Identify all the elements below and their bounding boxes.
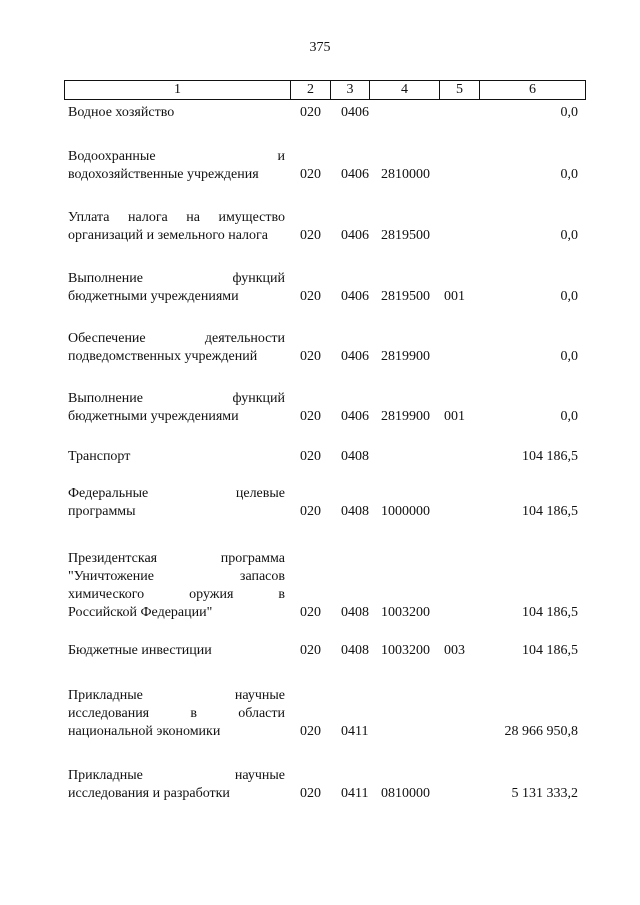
row-name-line: Уплата налога на имущество [68, 210, 285, 225]
row-c2: 020 [300, 724, 321, 739]
row-name-line: Выполнение функций [68, 391, 285, 406]
row-name [68, 687, 285, 741]
row-name-line: Бюджетные инвестиции [68, 643, 212, 658]
row-c6: 0,0 [560, 349, 578, 364]
row-c5: 003 [444, 643, 465, 658]
row-name [68, 485, 285, 521]
row-name-line: бюджетными учреждениями [68, 409, 239, 424]
row-c2: 020 [300, 289, 321, 304]
row-c3: 0408 [341, 605, 369, 620]
row-c6: 104 186,5 [522, 504, 578, 519]
row-c6: 0,0 [560, 289, 578, 304]
row-name-line: Федеральные целевые [68, 486, 285, 501]
row-c3: 0406 [341, 228, 369, 243]
row-c5: 001 [444, 409, 465, 424]
row-c5: 001 [444, 289, 465, 304]
row-c6: 104 186,5 [522, 449, 578, 464]
row-name-line: подведомственных учреждений [68, 349, 258, 364]
row-name-line: водохозяйственные учреждения [68, 167, 259, 182]
row-name-line: Прикладные научные [68, 768, 285, 783]
row-c4: 2819500 [381, 289, 430, 304]
row-c2: 020 [300, 167, 321, 182]
row-name [68, 270, 285, 306]
table-header [64, 80, 586, 100]
row-c2: 020 [300, 105, 321, 120]
row-c3: 0411 [341, 724, 369, 739]
row-c6: 0,0 [560, 167, 578, 182]
row-c4: 2819900 [381, 349, 430, 364]
row-c6: 0,0 [560, 105, 578, 120]
header-col-4: 4 [370, 81, 440, 99]
row-c3: 0411 [341, 786, 369, 801]
row-c6: 5 131 333,2 [511, 786, 578, 801]
row-c6: 28 966 950,8 [504, 724, 578, 739]
row-name-line: исследования и разработки [68, 786, 230, 801]
row-name-line: Водоохранные и [68, 149, 285, 164]
row-name-line: бюджетными учреждениями [68, 289, 239, 304]
row-name-line: исследования в области [68, 706, 285, 721]
row-c4: 2810000 [381, 167, 430, 182]
row-name-line: национальной экономики [68, 724, 221, 739]
row-name [68, 209, 285, 245]
header-col-3: 3 [331, 81, 370, 99]
row-name-line: "Уничтожение запасов [68, 569, 285, 584]
row-c4: 0810000 [381, 786, 430, 801]
row-c4: 2819900 [381, 409, 430, 424]
row-c3: 0406 [341, 105, 369, 120]
row-c3: 0406 [341, 349, 369, 364]
row-name-line: организаций и земельного налога [68, 228, 268, 243]
row-c3: 0406 [341, 167, 369, 182]
row-name-line: химического оружия в [68, 587, 285, 602]
page-number: 375 [309, 40, 331, 55]
row-name [68, 448, 285, 466]
header-col-2: 2 [291, 81, 331, 99]
row-c2: 020 [300, 786, 321, 801]
row-c4: 2819500 [381, 228, 430, 243]
row-c3: 0408 [341, 643, 369, 658]
row-c2: 020 [300, 643, 321, 658]
row-name-line: программы [68, 504, 136, 519]
row-c6: 104 186,5 [522, 643, 578, 658]
row-c6: 0,0 [560, 228, 578, 243]
row-name-line: Прикладные научные [68, 688, 285, 703]
row-name-line: Выполнение функций [68, 271, 285, 286]
row-c3: 0408 [341, 504, 369, 519]
row-c2: 020 [300, 228, 321, 243]
row-c4: 1003200 [381, 643, 430, 658]
row-name [68, 767, 285, 803]
row-c2: 020 [300, 605, 321, 620]
row-name [68, 330, 285, 366]
row-c2: 020 [300, 409, 321, 424]
row-name-line: Транспорт [68, 449, 131, 464]
row-name [68, 148, 285, 184]
row-name [68, 550, 285, 622]
row-name [68, 104, 285, 122]
row-c4: 1000000 [381, 504, 430, 519]
header-col-1: 1 [65, 81, 291, 99]
row-name-line: Российской Федерации" [68, 605, 213, 620]
row-c6: 0,0 [560, 409, 578, 424]
row-c3: 0406 [341, 409, 369, 424]
row-c2: 020 [300, 504, 321, 519]
row-c3: 0408 [341, 449, 369, 464]
row-name [68, 390, 285, 426]
row-name [68, 642, 285, 660]
row-c2: 020 [300, 349, 321, 364]
row-c6: 104 186,5 [522, 605, 578, 620]
header-col-5: 5 [440, 81, 480, 99]
row-c3: 0406 [341, 289, 369, 304]
header-col-6: 6 [529, 82, 536, 97]
row-name-line: Обеспечение деятельности [68, 331, 285, 346]
row-name-line: Водное хозяйство [68, 105, 175, 120]
row-name-line: Президентская программа [68, 551, 285, 566]
row-c2: 020 [300, 449, 321, 464]
row-c4: 1003200 [381, 605, 430, 620]
